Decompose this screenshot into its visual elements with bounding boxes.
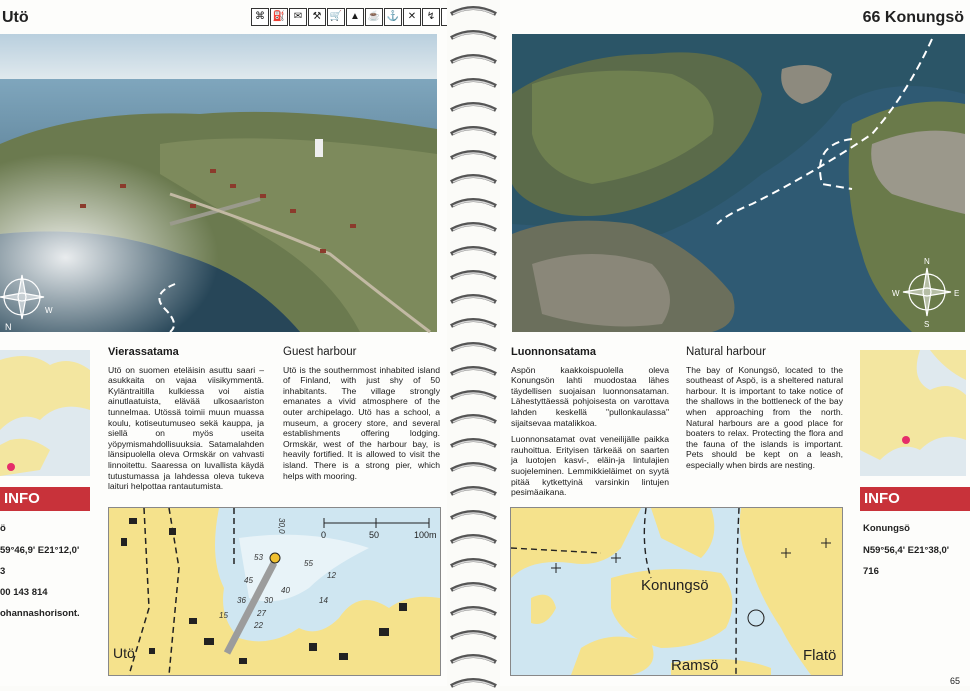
finnish-heading: Vierassatama xyxy=(108,346,179,358)
binding-ring xyxy=(451,488,496,494)
english-column-right xyxy=(686,347,843,477)
service-icon: ↯ xyxy=(422,8,440,26)
depth-label: 40 xyxy=(281,586,290,595)
right-location-minimap xyxy=(860,350,966,476)
left-info-bar: INFO xyxy=(0,487,90,511)
finnish-paragraph: Luonnonsatamat ovat veneilijälle paikka rauhoittua. Erityisen tärkeää on saarten ja luotojen kasvi-, eläin-ja lintulajien suojeleminen. Lemmikkieläimet on syytä pitää kytkettyinä varsinkin lintujen pesimäaikana. xyxy=(511,434,669,498)
depth-label: 55 xyxy=(304,559,313,568)
compass-e-label: E xyxy=(954,289,960,298)
left-info-phone: 00 143 814 xyxy=(0,587,48,598)
binding-ring xyxy=(451,656,496,662)
english-paragraph: The bay of Konungsö, located to the southeast of Aspö, is a sheltered natural harbour. It is important to take notice of the shallows in the bottleneck of the bay when approaching from the north. Natural harbours are a good place for boaters to relax. Protecting the flora and the fauna of the islands is important. Pets should be kept on a leash, especially when birds are nesting. xyxy=(686,364,843,470)
binding-ring xyxy=(451,8,496,14)
binding-ring xyxy=(451,200,496,206)
depth-label: 15 xyxy=(219,611,228,620)
chart-label-konungsö: Konungsö xyxy=(641,577,709,594)
binding-ring xyxy=(451,80,496,86)
compass-n-label: N xyxy=(5,322,12,332)
right-info-coords: N59°56,4' E21°38,0' xyxy=(863,545,950,556)
service-icon: ✉ xyxy=(289,8,307,26)
left-info-coords: 59°46,9' E21°12,0' xyxy=(0,545,80,556)
compass-w-label: W xyxy=(892,289,900,298)
finnish-paragraph: Aspön kaakkoispuolella oleva Konungsön lahti muodostaa lähes täydellisen suojaisan luonnonsataman. Lähestyttäessä pohjoisesta on varottava lahden keskellä "pullonkaulassa" sijaitsevaa matalikkoa. xyxy=(511,364,669,428)
depth-label: 12 xyxy=(327,571,336,580)
binding-ring xyxy=(451,224,496,230)
utö-aerial-photo xyxy=(0,34,437,332)
binding-ring xyxy=(451,608,496,614)
konungsö-harbour-chart xyxy=(510,507,843,676)
service-icon: ⚓ xyxy=(384,8,402,26)
service-icon: ⌘ xyxy=(251,8,269,26)
right-page-title: 66 Konungsö xyxy=(862,9,964,26)
finnish-paragraph: Utö on suomen eteläisin asuttu saari – asukkaita on vajaa viisikymmentä. Kyläntraitilla kulkiessa voi aistia ainutlaatuista, elävää ulkosaariston tunnelmaa. Utössä toimii muun muassa koulu, kotiseutumuseo sekä kauppa, ja siellä on myös useita yöpymismahdollisuuksia. Satamalahden länsipuolella oleva Ormskär on vahvasti linnoitettu. Saaressa on luvallista käydä tutustumassa ja lahdessa oleva tukeva laituri helpottaa rantautumista. xyxy=(108,364,264,492)
spiral-binding xyxy=(447,0,500,686)
binding-ring xyxy=(451,320,496,326)
binding-ring xyxy=(451,128,496,134)
chart-place-label: Utö xyxy=(113,645,135,661)
depth-label: 14 xyxy=(319,596,328,605)
depth-label: 45 xyxy=(244,576,253,585)
binding-ring xyxy=(451,560,496,566)
compass-s-label: S xyxy=(924,320,930,329)
left-info-chart: 3 xyxy=(0,566,6,577)
service-icons xyxy=(251,8,459,26)
service-icon: ☕ xyxy=(365,8,383,26)
depth-label: 30 xyxy=(264,596,273,605)
service-icon: ▲ xyxy=(346,8,364,26)
english-heading: Natural harbour xyxy=(686,346,766,358)
english-paragraph: Utö is the southernmost inhabited island of Finland, with just shy of 50 inhabitants. The village strongly emanates a vivid atmosphere of the outer archipelago. Utö has a school, a museum, a grocery store, and several establishments offering lodging. Ormskär, west of the harbour bay, is heavily fortified. It is allowed to visit the island. There is a strong pier, which helps with mooring. xyxy=(283,364,440,481)
binding-ring xyxy=(451,104,496,110)
right-info-place: Konungsö xyxy=(863,523,910,534)
binding-ring xyxy=(451,176,496,182)
binding-ring xyxy=(451,368,496,374)
binding-ring xyxy=(451,344,496,350)
binding-ring xyxy=(451,632,496,638)
compass-w-label: W xyxy=(45,306,53,315)
binding-ring xyxy=(451,296,496,302)
depth-label: 22 xyxy=(254,621,263,630)
finnish-heading: Luonnonsatama xyxy=(511,346,596,358)
binding-ring xyxy=(451,512,496,518)
binding-ring xyxy=(451,272,496,278)
binding-ring xyxy=(451,152,496,158)
scale-label: 100m xyxy=(414,530,437,540)
finnish-column-left xyxy=(108,347,264,498)
binding-ring xyxy=(451,416,496,422)
binding-ring xyxy=(451,536,496,542)
right-page xyxy=(500,0,970,686)
english-heading: Guest harbour xyxy=(283,346,357,358)
service-icon: ⛽ xyxy=(270,8,288,26)
binding-ring xyxy=(451,680,496,686)
binding-ring xyxy=(451,440,496,446)
chart-label-flatö: Flatö xyxy=(803,647,837,664)
scale-label: 0 xyxy=(321,530,327,540)
compass-n-label: N xyxy=(924,257,930,266)
english-column-left xyxy=(283,347,440,487)
binding-ring xyxy=(451,248,496,254)
service-icon: ✕ xyxy=(403,8,421,26)
left-info-contact: ohannashorisont. xyxy=(0,608,80,619)
left-page-title: Utö xyxy=(2,9,29,26)
binding-ring xyxy=(451,32,496,38)
left-page xyxy=(0,0,447,686)
depth-label: 53 xyxy=(254,553,263,562)
binding-ring xyxy=(451,56,496,62)
right-info-chart: 716 xyxy=(863,566,879,577)
left-location-minimap xyxy=(0,350,90,476)
depth-label: 27 xyxy=(257,609,266,618)
chart-label-ramsö: Ramsö xyxy=(671,657,719,674)
depth-label: 30,0 xyxy=(277,518,286,534)
right-info-bar: INFO xyxy=(860,487,970,511)
binding-ring xyxy=(451,464,496,470)
finnish-column-right xyxy=(511,347,669,504)
binding-ring xyxy=(451,584,496,590)
scale-label: 50 xyxy=(369,530,380,540)
depth-label: 36 xyxy=(237,596,246,605)
page-number: 65 xyxy=(949,676,960,686)
service-icon: 🛒 xyxy=(327,8,345,26)
konungsö-aerial-photo xyxy=(512,34,965,332)
left-info-place: ö xyxy=(0,523,6,534)
service-icon: ⚒ xyxy=(308,8,326,26)
utö-harbour-chart xyxy=(108,507,441,676)
binding-ring xyxy=(451,392,496,398)
